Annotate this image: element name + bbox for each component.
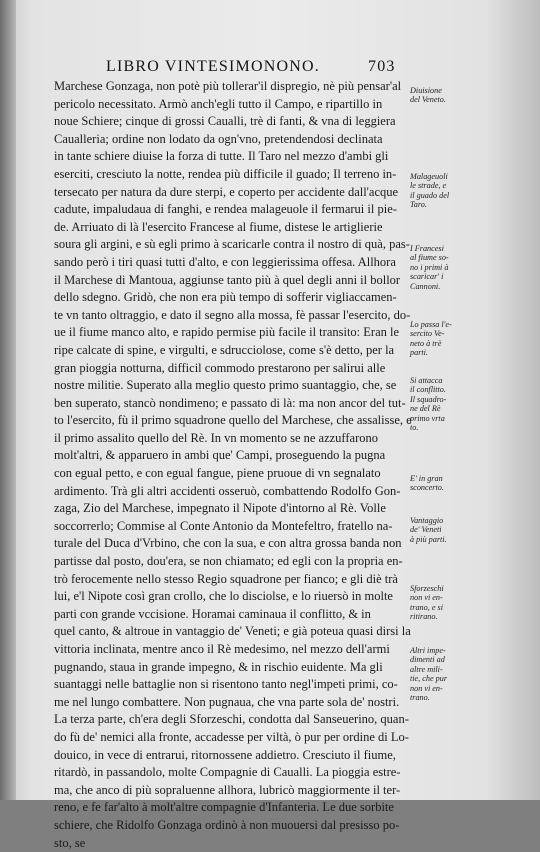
text-line: nostre militie. Superato alla meglio questo primo suantaggio, che, se [54, 378, 397, 393]
marginal-note-line: Si attacca [410, 376, 443, 385]
text-line: schiere, che Ridolfo Gonzaga ordinò à non muouersi dal presisso po- [54, 817, 400, 832]
marginal-note-line: tie, che pur [410, 674, 448, 684]
text-line: noue Schiere; cinque di grossi Caualli, trè di fanti, & vna di leggiera [54, 114, 396, 129]
marginal-note-line: neto à trè [410, 338, 442, 348]
text-line: me nel lungo combattere. Non pugnaua, che vna parte sola de' nostri. [54, 694, 400, 709]
marginal-note-line: sercito Ve- [410, 329, 445, 339]
text-line: pugnando, staua in grande impegno, & in rischio euidente. Ma gli [54, 659, 383, 674]
text-line: Caualleria; ordine non lodato da ogn'vno, pretendendosi declinata [54, 131, 383, 146]
text-line: suantaggi nelle battaglie non si risentono tanto negl'impeti primi, co- [54, 677, 398, 692]
text-line: con egual petto, e con egual fangue, piene pruoue di vn segnalato [54, 466, 381, 481]
marginal-note-line: al fiume so- [410, 253, 449, 263]
text-line: eserciti, cresciuto la notte, rendea più difficile il guado; Il terreno in- [54, 166, 397, 181]
marginal-note-line: trano, e si [410, 602, 443, 612]
text-line: ripe calcate di spine, e virgulti, e sdrucciolose, come s'è detto, per la [54, 342, 395, 357]
marginal-note-line: no i primi à [410, 262, 449, 272]
text-line: sto, se [54, 835, 86, 850]
marginal-note [410, 646, 460, 702]
text-line: vittoria inclinata, mentre anco il Rè medesimo, nel mezzo dell'armi [54, 642, 390, 656]
text-line: zaga, Zio del Marchese, impegnato il Nipote d'intorno al Rè. Volle [54, 501, 386, 516]
marginal-note-line: ne del Rè [410, 404, 441, 414]
marginal-note-line: non vi en- [410, 593, 443, 603]
text-line: de. Arriuato di là l'esercito Francese al fiume, distese le artiglierie [54, 219, 383, 234]
marginal-note-line: non vi en- [410, 683, 443, 693]
text-line: gran pioggia notturna, difficil commodo prestarono per salirui alle [54, 360, 386, 375]
text-line: trò ferocemente nello stesso Regio squadrone per fianco; e gli diè trà [54, 571, 398, 586]
book-section-title: LIBRO VINTESIMONONO. [106, 58, 320, 75]
text-line: ma, che anco di più sopraluenne allhora, lubricò maggiormente il ter- [54, 782, 401, 797]
text-line: Marchese Gonzaga, non potè più tollerar'il dispregio, nè più pensar'al [54, 79, 402, 93]
marginal-note-line: scaricar' i [410, 272, 444, 282]
marginal-note-line: ritirano. [410, 612, 438, 622]
text-line: ben superato, stancò nondimeno; e passato di là: ma non ancor del tut- [54, 395, 406, 410]
marginal-note-line: Altri impe- [410, 646, 446, 655]
marginal-note [410, 516, 460, 544]
marginal-note-line: sconcerto. [410, 483, 444, 493]
marginal-note [410, 244, 460, 291]
text-line: pericolo necessitato. Armò anch'egli tutto il Campo, e ripartillo in [54, 96, 383, 111]
text-line: to l'esercito, fù il primo squadrone quello del Marchese, che assalisse, e [54, 413, 412, 428]
text-line: il primo assalito quello del Rè. In vn momento se ne azzuffarono [54, 430, 378, 445]
marginal-note-line: le strade, e [410, 181, 447, 191]
binding-shadow [0, 0, 16, 800]
text-line: lui, e'l Nipote così gran crollo, che lo disciolse, e lo riuersò in molte [54, 589, 393, 604]
marginal-note-line: E' in gran [410, 474, 443, 483]
marginal-note-line: Lo passa l'e- [410, 320, 452, 329]
body-text [54, 78, 414, 852]
marginal-note-line: il guado del [410, 190, 450, 200]
marginal-note-line: primo vrta [410, 413, 445, 423]
page-number: 703 [368, 58, 396, 75]
marginal-note [410, 172, 460, 210]
text-line: molt'altri, & apparuero in ambi que' Campi, proseguendo la pugna [54, 448, 386, 463]
text-line: douico, in vece di entrarui, ritornossene addietro. Cresciuto il fiume, [54, 747, 396, 762]
marginal-note-line: del Veneto. [410, 95, 446, 105]
marginal-note [410, 584, 460, 622]
marginal-note-line: trano. [410, 693, 430, 703]
marginal-note-line: to. [410, 423, 419, 433]
text-line: soccorrerlo; Commise al Conte Antonio da Montefeltro, fratello na- [54, 518, 393, 533]
marginal-note-line: dimenti ad [410, 655, 445, 665]
text-line: il Marchese di Mantoua, aggiunse tanto più à quel degli anni il bollor [54, 272, 401, 287]
text-line: quel canto, & altroue in vantaggio de' Veneti; e già poteua quasi dirsi la [54, 624, 411, 639]
marginal-note-line: parti. [410, 348, 428, 358]
text-line: La terza parte, ch'era degli Sforzeschi, condotta dal Sanseuerino, quan- [54, 712, 409, 727]
text-line: turale del Duca d'Vrbino, che con la sua, e con altra grossa banda non [54, 536, 402, 551]
marginal-note-line: Sforzeschi [410, 584, 444, 593]
marginal-note-line: I Francesi [410, 244, 444, 253]
text-line: dello sdegno. Gridò, che non era più tempo di sofferir vigliaccamen- [54, 290, 397, 305]
marginal-note-line: de' Veneti [410, 525, 442, 535]
text-line: parti con grande vccisione. Horamai caminaua il conflitto, & in [54, 606, 371, 621]
text-line: tersecato per natura da dure sterpi, e coperto per accidente dall'acque [54, 184, 399, 199]
text-line: in tante schiere diuise la forza di tutte. Il Taro nel mezzo d'ambi gli [54, 149, 389, 164]
marginal-note [410, 376, 460, 432]
marginal-note-line: Malageuoli [410, 172, 448, 181]
marginal-note-line: Vantaggio [410, 516, 444, 525]
text-line: ardimento. Trà gli altri accidenti osseruò, combattendo Rodolfo Gon- [54, 483, 401, 498]
text-line: reno, e fe far'alto à molt'altre compagnie d'Infanteria. Le due sorbite [54, 800, 394, 815]
text-line: partisse dal posto, dou'era, se non chiamato; ed egli con la propria en- [54, 554, 403, 569]
text-line: ritardò, in passandolo, molte Compagnie di Caualli. La pioggia estre- [54, 765, 401, 780]
text-line: te vn tanto oltraggio, e dato il segno alla mossa, fè passar l'esercito, do- [54, 307, 411, 322]
marginal-note [410, 86, 460, 105]
marginal-note-line: Diuisione [410, 86, 442, 95]
text-line: do fù de' nemici alla fronte, accadesse per viltà, ò pur per ordine di Lo- [54, 729, 409, 744]
text-line: sando però i tiri quasi tutti d'alto, e con leggierissima offesa. Allhora [54, 254, 396, 269]
marginal-note-line: Il squadro- [410, 394, 447, 404]
marginal-note-line: altre mili- [410, 664, 443, 674]
text-line: ue il fiume manco alto, e rapido permise più facile il transito: Eran le [54, 325, 400, 340]
text-line: soura gli argini, e sù egli primo à scaricarle contra il nostro di quà, pas- [54, 237, 410, 252]
marginal-note-line: à più parti. [410, 534, 447, 544]
marginal-note [410, 474, 460, 493]
marginal-note-line: Taro. [410, 200, 427, 210]
marginal-note [410, 320, 460, 358]
text-line: cadute, impaludaua di fanghi, e rendea malageuole il fermarui il pie- [54, 202, 397, 217]
marginal-note-line: Cannoni. [410, 281, 441, 291]
marginal-note-line: il conflitto. [410, 385, 446, 395]
